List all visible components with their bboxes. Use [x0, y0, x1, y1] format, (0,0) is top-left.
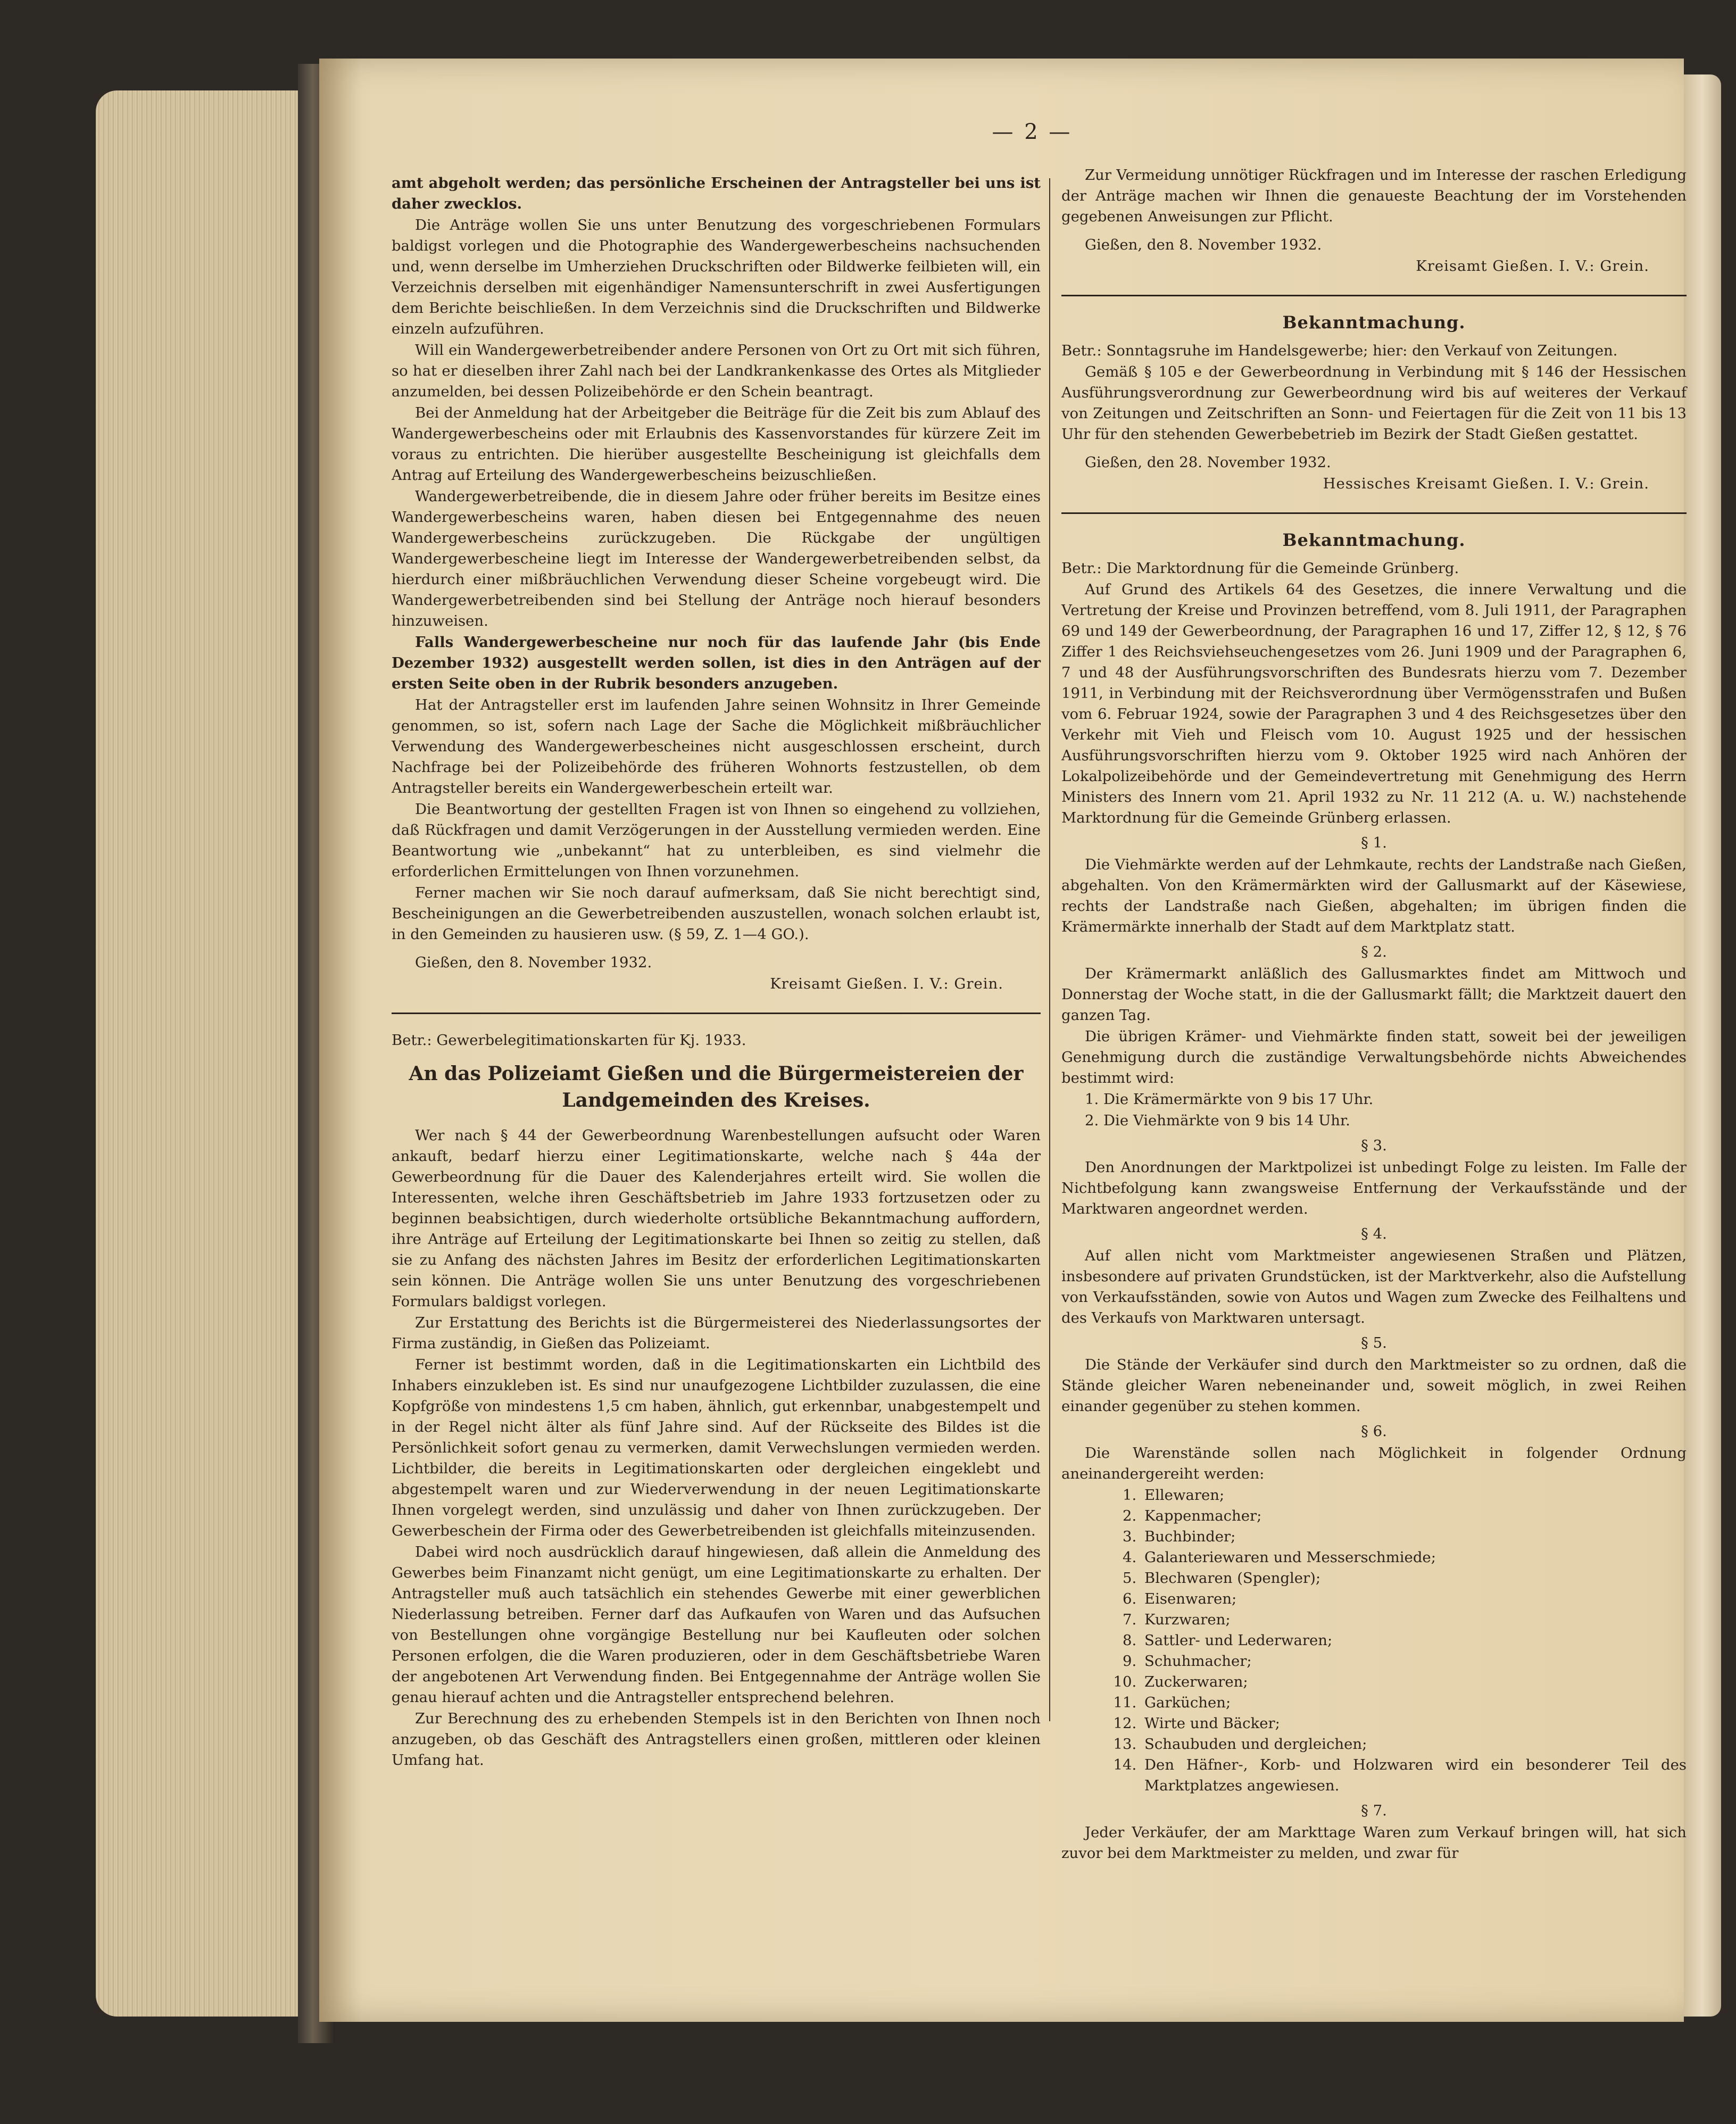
list-item: 12. Wirte und Bäcker; [1141, 1713, 1687, 1734]
facing-page-edge [1684, 74, 1721, 2017]
signature: Kreisamt Gießen. I. V.: Grein. [1416, 258, 1649, 275]
paragraph: Wandergewerbetreibende, die in diesem Jahre oder früher bereits im Besitze eines Wandergewerbescheins waren, haben diesen bei Entgegennahme des neuen Wandergewerbescheins zurückzugeben. Die Rückgabe der ungültigen Wandergewerbescheine liegt im Interesse der Wandergewerbetreibenden selbst, da hierdurch einer mißbräuchlichen Verwendung dieser Scheine vorgebeugt wird. Die Wandergewerbetreibenden sind bei Stellung der Anträge noch hierauf besonders hinzuweisen. [392, 488, 1041, 629]
list-item: 5. Blechwaren (Spengler); [1141, 1568, 1687, 1589]
column-divider [1049, 178, 1050, 1721]
section-rule [392, 1013, 1041, 1014]
list-item: 1. Die Krämermärkte von 9 bis 17 Uhr. [1085, 1091, 1374, 1108]
list-item: 3. Buchbinder; [1141, 1526, 1687, 1547]
date-line: Gießen, den 28. November 1932. [1085, 454, 1331, 471]
paragraph: Ferner ist bestimmt worden, daß in die Legitimationskarten ein Lichtbild des Inhabers einzukleben ist. Es sind nur unaufgezogene Lichtbilder zuzulassen, die eine Kopfgröße von mindestens 1,5 cm haben, ähnlich, gut erkennbar, unabgestempelt und in der Regel nicht älter als fünf Jahre sind. Auf der Rückseite des Bildes ist die Persönlichkeit sofort genau zu vermerken, damit Verwechslungen vermieden werden. Lichtbilder, die bereits in Legitimationskarten oder dergleichen eingeklebt und abgestempelt waren und zur Wiederverwendung in der neuen Legitimationskarte Ihnen vorgelegt werden, sind unzulässig und daher von Ihnen zurückzugeben. Der Gewerbeschein der Firma oder des Gewerbetreibenden ist gleichfalls miteinzusenden. [392, 1356, 1041, 1539]
date-line: Gießen, den 8. November 1932. [1085, 236, 1322, 253]
left-column [392, 173, 1041, 1971]
list-item: 14. Den Häfner-, Korb- und Holzwaren wird ein besonderer Teil des Marktplatzes angewiesen. [1141, 1755, 1687, 1796]
list-item: 2. Kappenmacher; [1141, 1506, 1687, 1526]
subject-line: Betr.: Sonntagsruhe im Handelsgewerbe; hier: den Verkauf von Zeitungen. [1061, 342, 1618, 359]
paragraph: Den Anordnungen der Marktpolizei ist unbedingt Folge zu leisten. Im Falle der Nichtbefolgung kann zwangsweise Entfernung der Verkaufsstände und der Marktwaren angeordnet werden. [1061, 1159, 1687, 1217]
paragraph: Wer nach § 44 der Gewerbeordnung Warenbestellungen aufsucht oder Waren ankauft, bedarf hierzu einer Legitimationskarte, welche nach § 44a der Gewerbeordnung für die Dauer des Kalenderjahres erteilt wird. Sie wollen die Interessenten, welche ihren Geschäftsbetrieb im Jahre 1933 fortzusetzen oder zu beginnen beabsichtigen, durch wiederholte ortsübliche Bekanntmachung auffordern, ihre Anträge auf Erteilung der Legitimationskarte bei Ihnen so zeitig zu stellen, daß sie zu Anfang des nächsten Jahres im Besitz der erforderlichen Legitimationskarten sein können. Die Anträge wollen Sie uns unter Benutzung des vorgeschriebenen Formulars baldigst vorlegen. [392, 1127, 1041, 1310]
paragraph-emphasis: Falls Wandergewerbescheine nur noch für das laufende Jahr (bis Ende Dezember 1932) ausgestellt werden sollen, ist dies in den Anträgen auf der ersten Seite oben in der Rubrik besonders anzugeben. [392, 634, 1041, 692]
list-item: 2. Die Viehmärkte von 9 bis 14 Uhr. [1085, 1112, 1350, 1129]
right-column [1061, 165, 1687, 1974]
paragraph: Dabei wird noch ausdrücklich darauf hingewiesen, daß allein die Anmeldung des Gewerbes beim Finanzamt nicht genügt, um eine Legitimationskarte zu erhalten. Der Antragsteller muß auch tatsächlich ein stehendes Gewerbe mit einer gewerblichen Niederlassung betreiben. Ferner darf das Aufkaufen von Waren und das Aufsuchen von Bestellungen ohne vorgängige Bestellung nur bei Kaufleuten oder solchen Personen erfolgen, die die Waren produzieren, oder in dem Geschäftsbetriebe Waren der angebotenen Art Verwendung finden. Bei Entgegennahme der Anträge wollen Sie genau hierauf achten und die Antragsteller entsprechend belehren. [392, 1544, 1041, 1706]
announcement-heading: Bekanntmachung. [1282, 312, 1466, 333]
stall-order-list [1061, 1485, 1687, 1796]
paragraph: Die Anträge wollen Sie uns unter Benutzung des vorgeschriebenen Formulars baldigst vorlegen und die Photographie des Wandergewerbescheins nachsuchenden und, wenn derselbe im Umherziehen Druckschriften oder Bildwerke feilbieten will, ein Verzeichnis derselben mit eigenhändiger Namensunterschrift in zwei Ausfertigungen dem Berichte beischließen. In dem Verzeichnis sind die Druckschriften und Bildwerke einzeln aufzuführen. [392, 217, 1041, 337]
section-number: § 1. [1361, 834, 1387, 851]
paragraph: Ferner machen wir Sie noch darauf aufmerksam, daß Sie nicht berechtigt sind, Bescheinigungen an die Gewerbetreibenden auszustellen, wonach solchen erlaubt ist, in den Gemeinden zu hausieren usw. (§ 59, Z. 1—4 GO.). [392, 884, 1041, 943]
section-number: § 4. [1361, 1225, 1387, 1242]
book-page-stack [96, 90, 319, 2017]
list-item: 6. Eisenwaren; [1141, 1589, 1687, 1609]
section-number: § 5. [1361, 1334, 1387, 1351]
announcement-heading: An das Polizeiamt Gießen und die Bürgermeistereien der Landgemeinden des Kreises. [409, 1063, 1024, 1111]
paragraph: Die übrigen Krämer- und Viehmärkte finden statt, soweit bei der jeweiligen Genehmigung durch die zuständige Verwaltungsbehörde nichts Abweichendes bestimmt wird: [1061, 1028, 1687, 1086]
paragraph: Die Warenstände sollen nach Möglichkeit in folgender Ordnung aneinandergereiht werden: [1061, 1445, 1687, 1482]
section-number: § 6. [1361, 1423, 1387, 1440]
list-item: 1. Ellewaren; [1141, 1485, 1687, 1506]
paragraph: Die Viehmärkte werden auf der Lehmkaute, rechts der Landstraße nach Gießen, abgehalten. Von den Krämermärkten wird der Gallusmarkt auf der Käsewiese, rechts der Landstraße nach Gießen, abgehalten; im übrigen finden die Krämermärkte innerhalb der Stadt auf dem Marktplatz statt. [1061, 856, 1687, 935]
list-item: 7. Kurzwaren; [1141, 1609, 1687, 1630]
page-number: — 2 — [992, 120, 1073, 144]
paragraph: Gemäß § 105 e der Gewerbeordnung in Verbindung mit § 146 der Hessischen Ausführungsverordnung zur Gewerbeordnung wird bis auf weiteres der Verkauf von Zeitungen und Zeitschriften an Sonn- und Feiertagen für die Zeit von 11 bis 13 Uhr für den stehenden Gewerbebetrieb im Bezirk der Stadt Gießen gestattet. [1061, 363, 1687, 443]
subject-line: Betr.: Die Marktordnung für die Gemeinde Grünberg. [1061, 560, 1459, 577]
section-number: § 2. [1361, 943, 1387, 960]
section-rule [1061, 295, 1687, 296]
paragraph: Zur Erstattung des Berichts ist die Bürgermeisterei des Niederlassungsortes der Firma zuständig, in Gießen das Polizeiamt. [392, 1314, 1041, 1352]
list-item: 8. Sattler- und Lederwaren; [1141, 1630, 1687, 1651]
paragraph: amt abgeholt werden; das persönliche Erscheinen der Antragsteller bei uns ist daher zwecklos. [392, 175, 1041, 212]
list-item: 9. Schuhmacher; [1141, 1651, 1687, 1672]
list-item: 10. Zuckerwaren; [1141, 1672, 1687, 1692]
section-rule [1061, 512, 1687, 514]
subject-line: Betr.: Gewerbelegitimationskarten für Kj. 1933. [392, 1032, 746, 1049]
paragraph: Auf allen nicht vom Marktmeister angewiesenen Straßen und Plätzen, insbesondere auf privaten Grundstücken, ist der Marktverkehr, also die Aufstellung von Verkaufsständen, sowie von Autos und Wagen zum Zwecke des Feilhaltens und des Verkaufs von Marktwaren untersagt. [1061, 1247, 1687, 1326]
section-number: § 7. [1361, 1802, 1387, 1819]
paragraph: Die Stände der Verkäufer sind durch den Marktmeister so zu ordnen, daß die Stände gleicher Waren nebeneinander und, soweit möglich, in zwei Reihen einander gegenüber zu stehen kommen. [1061, 1356, 1687, 1415]
list-item: 13. Schaubuden und dergleichen; [1141, 1734, 1687, 1755]
date-line: Gießen, den 8. November 1932. [415, 954, 652, 971]
paragraph: Der Krämermarkt anläßlich des Gallusmarktes findet am Mittwoch und Donnerstag der Woche statt, in die der Gallusmarkt fällt; die Marktzeit dauert den ganzen Tag. [1061, 965, 1687, 1024]
section-number: § 3. [1361, 1137, 1387, 1154]
signature: Kreisamt Gießen. I. V.: Grein. [770, 975, 1003, 992]
paragraph: Die Beantwortung der gestellten Fragen ist von Ihnen so eingehend zu vollziehen, daß Rückfragen und damit Verzögerungen in der Ausstellung vermieden werden. Eine Beantwortung wie „unbekannt“ hat zu unterbleiben, es sind vielmehr die erforderlichen Ermittelungen von Ihnen vorzunehmen. [392, 801, 1041, 880]
paragraph: Auf Grund des Artikels 64 des Gesetzes, die innere Verwaltung und die Vertretung der Kreise und Provinzen betreffend, vom 8. Juli 1911, der Paragraphen 69 und 149 der Gewerbeordnung, der Paragraphen 16 und 17, Ziffer 12, § 12, § 76 Ziffer 1 des Reichsviehseuchengesetzes vom 26. Juni 1909 und der Paragraphen 6, 7 und 48 der Ausführungsvorschriften des Bundesrats hierzu vom 7. Dezember 1911, in Verbindung mit der Reichsverordnung über Vermögensstrafen und Bußen vom 6. Februar 1924, sowie der Paragraphen 3 und 4 des Reichsgesetzes über den Verkehr mit Vieh und Fleisch vom 10. August 1925 und der hessischen Ausführungsvorschriften hierzu vom 9. Oktober 1925 wird nach Anhören der Lokalpolizeibehörde und der Gemeindevertretung mit Genehmigung des Herrn Ministers des Innern vom 21. April 1932 zu Nr. 11 212 (A. u. W.) nachstehende Marktordnung für die Gemeinde Grünberg erlassen. [1061, 581, 1687, 826]
paragraph: Zur Berechnung des zu erhebenden Stempels ist in den Berichten von Ihnen noch anzugeben, ob das Geschäft des Antragstellers einen großen, mittleren oder kleinen Umfang hat. [392, 1710, 1041, 1769]
signature: Hessisches Kreisamt Gießen. I. V.: Grein. [1323, 475, 1649, 492]
paragraph: Zur Vermeidung unnötiger Rückfragen und im Interesse der raschen Erledigung der Anträge machen wir Ihnen die genaueste Beachtung der im Vorstehenden gegebenen Anweisungen zur Pflicht. [1061, 167, 1687, 225]
paragraph: Hat der Antragsteller erst im laufenden Jahre seinen Wohnsitz in Ihrer Gemeinde genommen, so ist, sofern nach Lage der Sache die Möglichkeit mißbräuchlicher Verwendung des Wandergewerbescheines nicht ausgeschlossen erscheint, durch Nachfrage bei der Polizeibehörde des früheren Wohnorts festzustellen, ob dem Antragsteller bereits ein Wandergewerbeschein erteilt war. [392, 696, 1041, 796]
paragraph: Will ein Wandergewerbetreibender andere Personen von Ort zu Ort mit sich führen, so hat er dieselben ihrer Zahl nach bei der Landkrankenkasse des Ortes als Mitglieder anzumelden, bei dessen Polizeibehörde er den Schein beantragt. [392, 342, 1041, 400]
paragraph: Bei der Anmeldung hat der Arbeitgeber die Beiträge für die Zeit bis zum Ablauf des Wandergewerbescheins oder mit Erlaubnis des Kassenvorstandes für kürzere Zeit im voraus zu entrichten. Die hierüber ausgestellte Bescheinigung ist gleichfalls dem Antrag auf Erteilung des Wandergewerbescheins beizuschließen. [392, 404, 1041, 484]
list-item: 4. Galanteriewaren und Messerschmiede; [1141, 1547, 1687, 1568]
announcement-heading: Bekanntmachung. [1282, 530, 1466, 550]
paragraph: Jeder Verkäufer, der am Markttage Waren zum Verkauf bringen will, hat sich zuvor bei dem Marktmeister zu melden, und zwar für [1061, 1824, 1687, 1862]
list-item: 11. Garküchen; [1141, 1692, 1687, 1713]
